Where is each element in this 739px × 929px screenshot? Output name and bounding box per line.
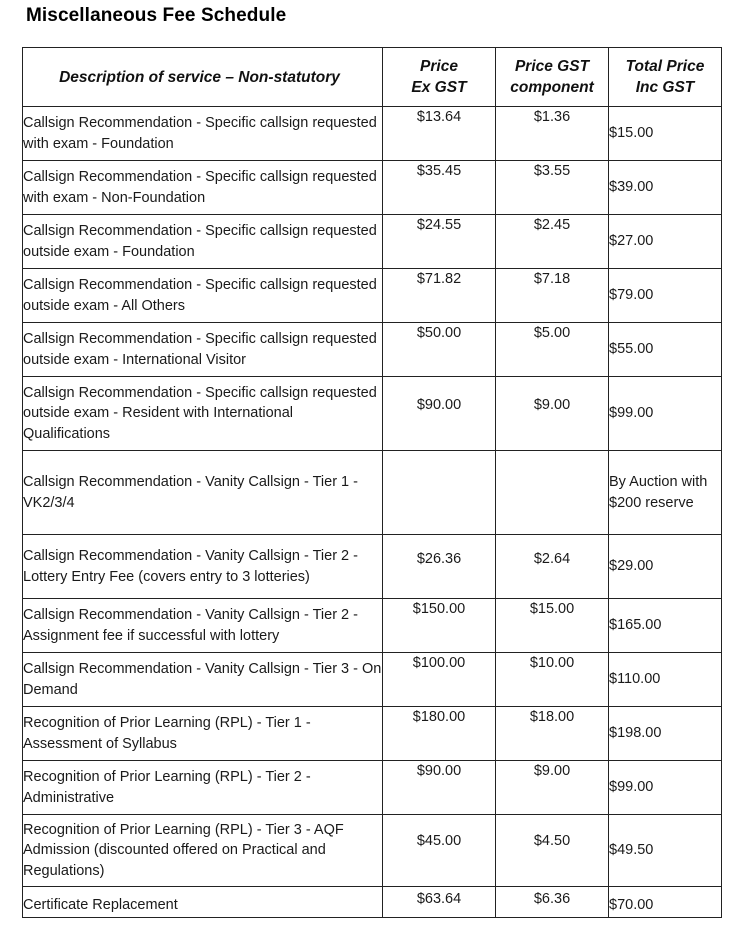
row-price-ex-gst: $150.00 bbox=[383, 599, 496, 653]
row-gst-component: $9.00 bbox=[496, 761, 609, 815]
row-total-inc-gst: $39.00 bbox=[609, 161, 722, 215]
row-description: Recognition of Prior Learning (RPL) - Tier 1 - Assessment of Syllabus bbox=[23, 707, 383, 761]
row-gst-component: $2.45 bbox=[496, 215, 609, 269]
row-price-ex-gst: $50.00 bbox=[383, 323, 496, 377]
page-title: Miscellaneous Fee Schedule bbox=[26, 5, 287, 26]
table-row bbox=[23, 451, 722, 535]
table-row bbox=[23, 215, 722, 269]
header-gst-component-line2: component bbox=[510, 79, 594, 96]
row-description: Certificate Replacement bbox=[23, 887, 383, 918]
row-price-ex-gst: $13.64 bbox=[383, 107, 496, 161]
row-total-inc-gst: $198.00 bbox=[609, 707, 722, 761]
row-description: Callsign Recommendation - Vanity Callsign - Tier 1 - VK2/3/4 bbox=[23, 451, 383, 535]
header-price-ex-gst-line1: Price bbox=[420, 58, 458, 75]
table-header-row bbox=[23, 48, 722, 107]
row-gst-component: $3.55 bbox=[496, 161, 609, 215]
row-gst-component: $5.00 bbox=[496, 323, 609, 377]
table-row bbox=[23, 707, 722, 761]
table-row bbox=[23, 107, 722, 161]
row-total-inc-gst: By Auction with $200 reserve bbox=[609, 451, 722, 535]
table-row bbox=[23, 815, 722, 887]
row-gst-component: $4.50 bbox=[496, 815, 609, 887]
row-description: Callsign Recommendation - Specific callsign requested outside exam - Foundation bbox=[23, 215, 383, 269]
header-description: Description of service – Non-statutory bbox=[23, 48, 383, 107]
row-total-inc-gst: $110.00 bbox=[609, 653, 722, 707]
table-row bbox=[23, 599, 722, 653]
row-gst-component: $2.64 bbox=[496, 535, 609, 599]
row-price-ex-gst bbox=[383, 451, 496, 535]
row-description: Callsign Recommendation - Specific callsign requested outside exam - International Visitor bbox=[23, 323, 383, 377]
header-total-inc-gst bbox=[609, 48, 722, 107]
row-description: Callsign Recommendation - Specific callsign requested outside exam - Resident with International Qualifications bbox=[23, 377, 383, 451]
row-price-ex-gst: $90.00 bbox=[383, 761, 496, 815]
row-description: Recognition of Prior Learning (RPL) - Tier 2 - Administrative bbox=[23, 761, 383, 815]
row-price-ex-gst: $90.00 bbox=[383, 377, 496, 451]
table-row bbox=[23, 535, 722, 599]
row-price-ex-gst: $26.36 bbox=[383, 535, 496, 599]
row-description: Callsign Recommendation - Specific callsign requested with exam - Foundation bbox=[23, 107, 383, 161]
row-total-inc-gst: $55.00 bbox=[609, 323, 722, 377]
row-total-inc-gst: $99.00 bbox=[609, 377, 722, 451]
row-gst-component: $10.00 bbox=[496, 653, 609, 707]
row-total-inc-gst: $70.00 bbox=[609, 887, 722, 918]
row-total-inc-gst: $165.00 bbox=[609, 599, 722, 653]
table-row bbox=[23, 161, 722, 215]
row-total-inc-gst: $15.00 bbox=[609, 107, 722, 161]
row-gst-component: $7.18 bbox=[496, 269, 609, 323]
row-description: Callsign Recommendation - Vanity Callsign - Tier 3 - On Demand bbox=[23, 653, 383, 707]
row-description: Callsign Recommendation - Specific callsign requested outside exam - All Others bbox=[23, 269, 383, 323]
table-row bbox=[23, 653, 722, 707]
table-row bbox=[23, 761, 722, 815]
table-row bbox=[23, 269, 722, 323]
row-price-ex-gst: $63.64 bbox=[383, 887, 496, 918]
row-price-ex-gst: $45.00 bbox=[383, 815, 496, 887]
row-gst-component: $6.36 bbox=[496, 887, 609, 918]
header-gst-component bbox=[496, 48, 609, 107]
header-total-inc-gst-line1: Total Price bbox=[625, 58, 705, 75]
row-gst-component: $9.00 bbox=[496, 377, 609, 451]
row-total-inc-gst: $49.50 bbox=[609, 815, 722, 887]
header-price-ex-gst-line2: Ex GST bbox=[411, 79, 467, 96]
row-price-ex-gst: $71.82 bbox=[383, 269, 496, 323]
row-price-ex-gst: $24.55 bbox=[383, 215, 496, 269]
row-price-ex-gst: $100.00 bbox=[383, 653, 496, 707]
row-total-inc-gst: $27.00 bbox=[609, 215, 722, 269]
table-row bbox=[23, 887, 722, 918]
header-total-inc-gst-line2: Inc GST bbox=[635, 79, 695, 96]
row-gst-component: $15.00 bbox=[496, 599, 609, 653]
row-description: Callsign Recommendation - Specific callsign requested with exam - Non-Foundation bbox=[23, 161, 383, 215]
row-description: Recognition of Prior Learning (RPL) - Tier 3 - AQF Admission (discounted offered on Practical and Regulations) bbox=[23, 815, 383, 887]
fee-schedule-table bbox=[22, 47, 722, 918]
table-row bbox=[23, 377, 722, 451]
row-gst-component bbox=[496, 451, 609, 535]
row-total-inc-gst: $79.00 bbox=[609, 269, 722, 323]
row-description: Callsign Recommendation - Vanity Callsign - Tier 2 - Assignment fee if successful with lottery bbox=[23, 599, 383, 653]
row-price-ex-gst: $180.00 bbox=[383, 707, 496, 761]
table-row bbox=[23, 323, 722, 377]
row-gst-component: $1.36 bbox=[496, 107, 609, 161]
row-price-ex-gst: $35.45 bbox=[383, 161, 496, 215]
row-gst-component: $18.00 bbox=[496, 707, 609, 761]
header-gst-component-line1: Price GST bbox=[514, 58, 590, 75]
row-description: Callsign Recommendation - Vanity Callsign - Tier 2 - Lottery Entry Fee (covers entry to 3 lotteries) bbox=[23, 535, 383, 599]
row-total-inc-gst: $29.00 bbox=[609, 535, 722, 599]
row-total-inc-gst: $99.00 bbox=[609, 761, 722, 815]
header-price-ex-gst bbox=[383, 48, 496, 107]
